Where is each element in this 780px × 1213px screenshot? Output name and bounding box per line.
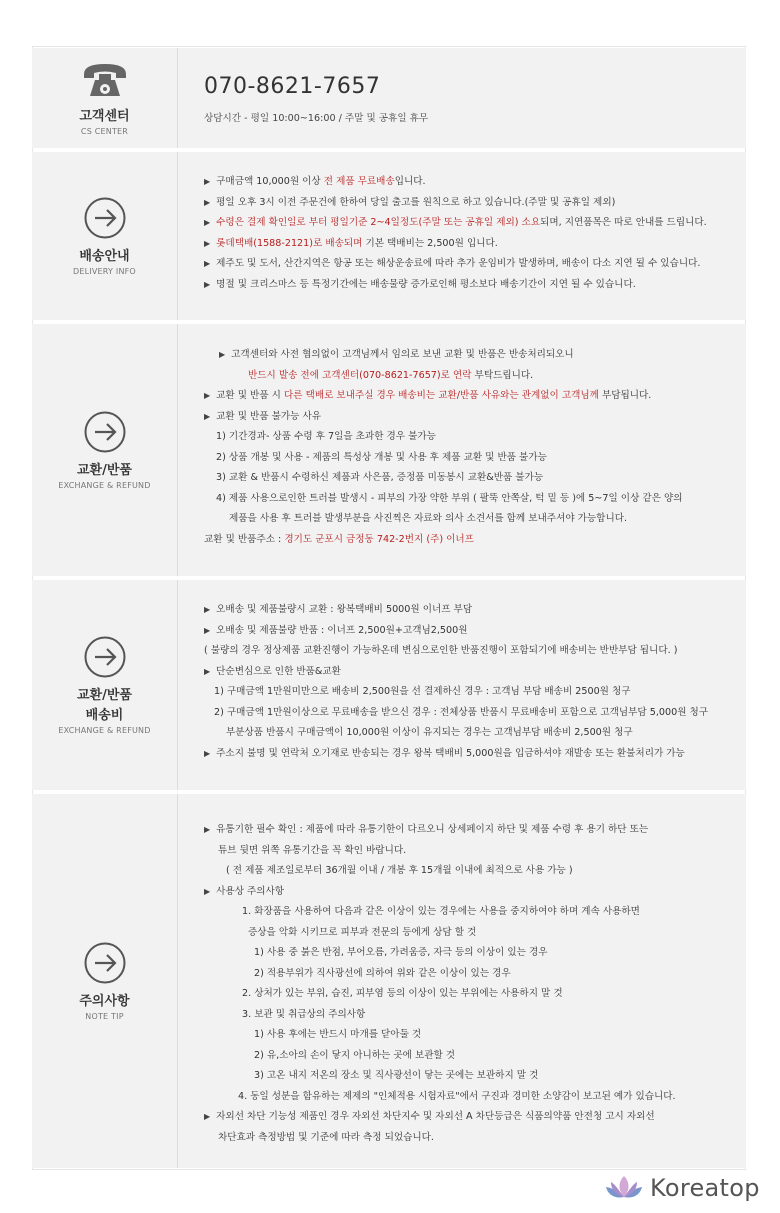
lotus-icon [604, 1173, 644, 1203]
exchange-line: 제품을 사용 후 트러블 발생부분을 사진찍은 자료와 의사 소견서를 함께 보내주셔야 가능합니다. [229, 513, 628, 524]
delivery-line: ▶ 평일 오후 3시 이전 주문건에 한하여 당일 출고를 원칙으로 하고 있습니다.(주말 및 공휴일 제외) [204, 193, 732, 214]
refund-fee-title: 교환/반품 [77, 688, 132, 703]
fee-line: ▶ 주소지 불명 및 연락처 오기재로 반송되는 경우 왕복 택배비 5,000원을 입금하셔야 재발송 또는 환불처리가 가능 [204, 744, 732, 765]
exchange-line: 3) 교환 & 반품시 수령하신 제품과 사은품, 증정품 미동봉시 교환&반품 불가능 [216, 472, 544, 483]
delivery-line: ▶ 명절 및 크리스마스 등 특정기간에는 배송물량 증가로인해 평소보다 배송기간이 지연 될 수 있습니다. [204, 275, 732, 296]
note-line: ▶ 유통기한 필수 확인 : 제품에 따라 유통기한이 다르오니 상세페이지 하단 및 제품 수령 후 용기 하단 또는 [204, 820, 732, 841]
note-line: ▶ 사용상 주의사항 [204, 882, 732, 903]
delivery-line: ▶ 제주도 및 도서, 산간지역은 항공 또는 해상운송료에 따라 추가 운임비가 발생하며, 배송이 다소 지연 될 수 있습니다. [204, 254, 732, 275]
refund-fee-heading [32, 580, 177, 790]
fee-line: ▶ 오배송 및 제품불량 반품 : 이너프 2,500원+고객님2,500원 [204, 621, 732, 642]
refund-fee-section [32, 580, 746, 790]
exchange-line: 4) 제품 사용으로인한 트러블 발생시 - 피부의 가장 약한 부위 ( 팔뚝 안쪽살, 턱 밑 등 )에 5~7일 이상 같은 양의 [216, 492, 683, 504]
note-section [32, 794, 746, 1168]
delivery-section [32, 152, 746, 320]
cs-center-subtitle: CS CENTER [80, 127, 129, 136]
note-heading [32, 794, 177, 1168]
exchange-line: 1) 기간경과- 상품 수령 후 7일을 초과한 경우 불가능 [216, 431, 436, 442]
exchange-line: ▶ 고객센터와 사전 협의없이 고객님께서 임의로 보낸 교환 및 반품은 반송처리되오니 [219, 345, 732, 366]
fee-line: ▶ 오배송 및 제품불량시 교환 : 왕복택배비 5000원 이너프 부담 [204, 600, 732, 621]
exchange-section [32, 324, 746, 576]
cs-center-heading [32, 48, 177, 148]
note-line: 2) 적용부위가 직사광선에 의하여 위와 같은 이상이 있는 경우 [254, 967, 511, 979]
note-line: ▶ 자외선 차단 기능성 제품인 경우 자외선 차단지수 및 자외선 A 차단등급은 식품의약품 안전청 고시 자외선 [204, 1107, 732, 1128]
logo-text: Koreatop [650, 1174, 760, 1202]
exchange-line: 2) 상품 개봉 및 사용 - 제품의 특성상 개봉 및 사용 후 제품 교환 및 반품 불가능 [216, 451, 547, 463]
note-line: 3. 보관 및 취급상의 주의사항 [242, 1008, 366, 1020]
cs-center-section [32, 48, 746, 148]
phone-number: 070-8621-7657 [204, 74, 381, 99]
fee-line: 1) 구매금액 1만원미만으로 배송비 2,500원을 선 결제하신 경우 : 고객님 부담 배송비 2500원 청구 [214, 686, 631, 697]
exchange-address: 교환 및 반품주소 : 경기도 군포시 금정동 742-2번지 (주) 이너프 [204, 533, 474, 545]
exchange-title: 교환/반품 [77, 463, 132, 478]
delivery-subtitle: DELIVERY INFO [73, 267, 136, 276]
divider [177, 580, 178, 790]
note-line: 4. 동일 성분을 함유하는 제제의 "인체적용 시험자료"에서 구진과 경미한 소양감이 보고된 예가 있습니다. [238, 1090, 676, 1102]
arrow-right-circle-icon [83, 410, 127, 454]
note-line: 2) 유,소아의 손이 닿지 아니하는 곳에 보관할 것 [254, 1049, 456, 1061]
delivery-line: ▶ 수령은 결제 확인일로 부터 평일기준 2~4일정도(주말 또는 공휴일 제외) 소요되며, 지연품목은 따로 안내를 드립니다. [204, 213, 732, 234]
delivery-heading [32, 152, 177, 320]
divider [177, 48, 178, 148]
cs-center-title: 고객센터 [79, 109, 130, 124]
fee-line: 2) 구매금액 1만원이상으로 무료배송을 받으신 경우 : 전체상품 반품시 무료배송비 포함으로 고객님부담 5,000원 청구 [214, 706, 709, 718]
delivery-line: ▶ 롯데택배(1588-2121)로 배송되며 기본 택배비는 2,500원 입니다. [204, 234, 732, 255]
note-line: 3) 고온 내지 저온의 장소 및 직사광선이 닿는 곳에는 보관하지 말 것 [254, 1070, 539, 1081]
fee-line: ▶ 단순변심으로 인한 반품&교환 [204, 662, 732, 683]
note-line: 증상을 악화 시키므로 피부과 전문의 등에게 상담 할 것 [248, 926, 477, 938]
note-line: 1. 화장품을 사용하여 다음과 같은 이상이 있는 경우에는 사용을 중지하여야 하며 계속 사용하면 [242, 906, 640, 917]
telephone-icon [80, 60, 130, 100]
arrow-right-circle-icon [83, 196, 127, 240]
divider [177, 794, 178, 1168]
exchange-line: ▶ 교환 및 반품 시 다른 택배로 보내주실 경우 배송비는 교환/반품 사유와는 관계없이 고객님께 부담됩니다. [204, 386, 732, 407]
note-line: ( 전 제품 제조일로부터 36개월 이내 / 개봉 후 15개월 이내에 최적으로 사용 가능 ) [226, 865, 573, 876]
divider [177, 324, 178, 576]
fee-line: ( 불량의 경우 정상제품 교환진행이 가능하온데 변심으로인한 반품진행이 포함되기에 배송비는 반반부담 됩니다. ) [204, 645, 678, 656]
note-line: 차단효과 측정방법 및 기준에 따라 측정 되었습니다. [218, 1131, 434, 1143]
business-hours: 상담시간 - 평일 10:00~16:00 / 주말 및 공휴일 휴무 [204, 113, 429, 124]
note-line: 튜브 뒷면 위쪽 유통기간을 꼭 확인 바랍니다. [218, 844, 407, 856]
note-line: 2. 상처가 있는 부위, 습진, 피부염 등의 이상이 있는 부위에는 사용하지 말 것 [242, 988, 563, 999]
fee-line: 부분상품 반품시 구매금액이 10,000원 이상이 유지되는 경우는 고객님부담 배송비 2,500원 청구 [226, 727, 633, 738]
refund-fee-title-line2: 배송비 [85, 708, 124, 723]
exchange-line: 반드시 발송 전에 고객센터(070-8621-7657)로 연락 부탁드립니다. [248, 369, 534, 381]
refund-fee-subtitle: EXCHANGE & REFUND [58, 726, 151, 735]
koreatop-logo [604, 1168, 760, 1208]
note-title: 주의사항 [79, 994, 130, 1009]
exchange-heading [32, 324, 177, 576]
divider [177, 152, 178, 320]
note-line: 1) 사용 후에는 반드시 마개를 닫아둘 것 [254, 1029, 422, 1040]
note-line: 1) 사용 중 붉은 반점, 부어오름, 가려움증, 자극 등의 이상이 있는 경우 [254, 947, 548, 958]
note-subtitle: NOTE TIP [85, 1012, 124, 1021]
exchange-subtitle: EXCHANGE & REFUND [58, 481, 151, 490]
delivery-line: ▶ 구매금액 10,000원 이상 전 제품 무료배송입니다. [204, 172, 732, 193]
arrow-right-circle-icon [83, 635, 127, 679]
arrow-right-circle-icon [83, 941, 127, 985]
exchange-line: ▶ 교환 및 반품 불가능 사유 [204, 407, 732, 428]
delivery-title: 배송안내 [79, 249, 130, 264]
